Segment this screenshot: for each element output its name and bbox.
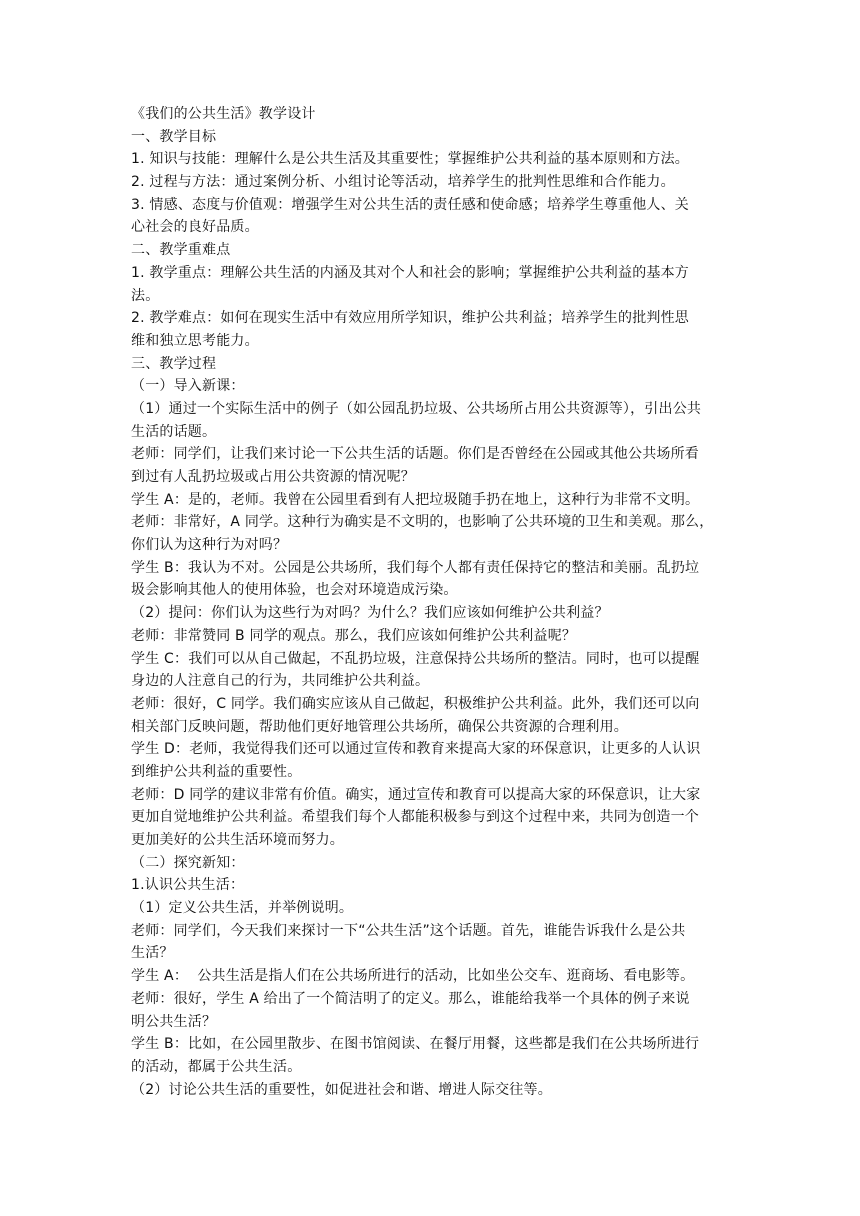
text-line: 1. 教学重点：理解公共生活的内涵及其对个人和社会的影响；掌握维护公共利益的基本方 bbox=[131, 264, 690, 281]
document-body bbox=[131, 103, 731, 1101]
section-heading: 二、教学重难点 bbox=[131, 242, 231, 259]
dialogue-line: 明公共生活？ bbox=[131, 1013, 217, 1030]
document-title: 《我们的公共生活》教学设计 bbox=[131, 106, 316, 122]
dialogue-line: 身边的人注意自己的行为，共同维护公共利益。 bbox=[131, 673, 430, 690]
subsection-heading: （二）探究新知： bbox=[131, 854, 245, 871]
dialogue-line: 学生 A：是的，老师。我曾在公园里看到有人把垃圾随手扔在地上，这种行为非常不文明。 bbox=[131, 491, 700, 508]
dialogue-line: 的活动，都属于公共生活。 bbox=[131, 1058, 302, 1075]
dialogue-line: 圾会影响其他人的使用体验，也会对环境造成污染。 bbox=[131, 582, 458, 599]
dialogue-line: 老师：D 同学的建议非常有价值。确实，通过宣传和教育可以提高大家的环保意识，让大家 bbox=[131, 786, 701, 803]
dialogue-line: 到过有人乱扔垃圾或占用公共资源的情况呢？ bbox=[131, 469, 415, 485]
subsection-heading: （一）导入新课： bbox=[131, 378, 245, 395]
dialogue-line: 学生 B：我认为不对。公园是公共场所，我们每个人都有责任保持它的整洁和美丽。乱扔垃 bbox=[131, 559, 700, 576]
dialogue-line: 老师：同学们，今天我们来探讨一下“公共生活”这个话题。首先，谁能告诉我什么是公共 bbox=[131, 922, 686, 939]
text-line: 维和独立思考能力。 bbox=[131, 332, 259, 349]
dialogue-line: 学生 B：比如，在公园里散步、在图书馆阅读、在餐厅用餐，这些都是我们在公共场所进行 bbox=[131, 1036, 700, 1053]
dialogue-line: 你们认为这种行为对吗？ bbox=[131, 537, 288, 554]
section-heading: 一、教学目标 bbox=[131, 128, 217, 145]
dialogue-line: 老师：非常好，A 同学。这种行为确实是不文明的，也影响了公共环境的卫生和美观。那么， bbox=[131, 514, 714, 531]
text-line: （1）通过一个实际生活中的例子（如公园乱扔垃圾、公共场所占用公共资源等），引出公共 bbox=[131, 400, 702, 417]
dialogue-line: 老师：很好，学生 A 给出了一个简洁明了的定义。那么，谁能给我举一个具体的例子来说 bbox=[131, 990, 690, 1007]
dialogue-line: 学生 D：老师，我觉得我们还可以通过宣传和教育来提高大家的环保意识，让更多的人认识 bbox=[131, 741, 701, 758]
dialogue-line: 老师：很好，C 同学。我们确实应该从自己做起，积极维护公共利益。此外，我们还可以向 bbox=[131, 695, 700, 712]
text-line: 1. 知识与技能：理解什么是公共生活及其重要性；掌握维护公共利益的基本原则和方法。 bbox=[131, 151, 690, 168]
dialogue-line: 更加美好的公共生活环境而努力。 bbox=[131, 832, 344, 848]
text-line: （2）提问：你们认为这些行为对吗？为什么？我们应该如何维护公共利益？ bbox=[131, 605, 609, 622]
dialogue-line: 生活？ bbox=[131, 945, 174, 962]
dialogue-line: 老师：同学们，让我们来讨论一下公共生活的话题。你们是否曾经在公园或其他公共场所看 bbox=[131, 446, 699, 463]
dialogue-line: 相关部门反映问题，帮助他们更好地管理公共场所，确保公共资源的合理利用。 bbox=[131, 718, 628, 735]
dialogue-line: 更加自觉地维护公共利益。希望我们每个人都能积极参与到这个过程中来，共同为创造一个 bbox=[131, 809, 699, 826]
text-line: 2. 过程与方法：通过案例分析、小组讨论等活动，培养学生的批判性思维和合作能力。 bbox=[131, 174, 675, 191]
dialogue-line: 学生 A： 公共生活是指人们在公共场所进行的活动，比如坐公交车、逛商场、看电影等。 bbox=[131, 968, 695, 985]
section-heading: 三、教学过程 bbox=[131, 355, 217, 372]
text-line: 3. 情感、态度与价值观：增强学生对公共生活的责任感和使命感；培养学生尊重他人、关 bbox=[131, 196, 690, 213]
text-line: 心社会的良好品质。 bbox=[131, 219, 259, 236]
dialogue-line: 老师：非常赞同 B 同学的观点。那么，我们应该如何维护公共利益呢？ bbox=[131, 627, 577, 644]
text-line: （2）讨论公共生活的重要性，如促进社会和谐、增进人际交往等。 bbox=[131, 1081, 552, 1098]
text-line: 法。 bbox=[131, 287, 160, 304]
text-line: 2. 教学难点：如何在现实生活中有效应用所学知识，维护公共利益；培养学生的批判性思 bbox=[131, 310, 690, 327]
text-line: （1）定义公共生活，并举例说明。 bbox=[131, 900, 354, 917]
dialogue-line: 学生 C：我们可以从自己做起，不乱扔垃圾，注意保持公共场所的整洁。同时，也可以提醒 bbox=[131, 650, 700, 667]
text-line: 生活的话题。 bbox=[131, 423, 217, 440]
text-line: 1.认识公共生活： bbox=[131, 877, 245, 894]
dialogue-line: 到维护公共利益的重要性。 bbox=[131, 763, 302, 780]
